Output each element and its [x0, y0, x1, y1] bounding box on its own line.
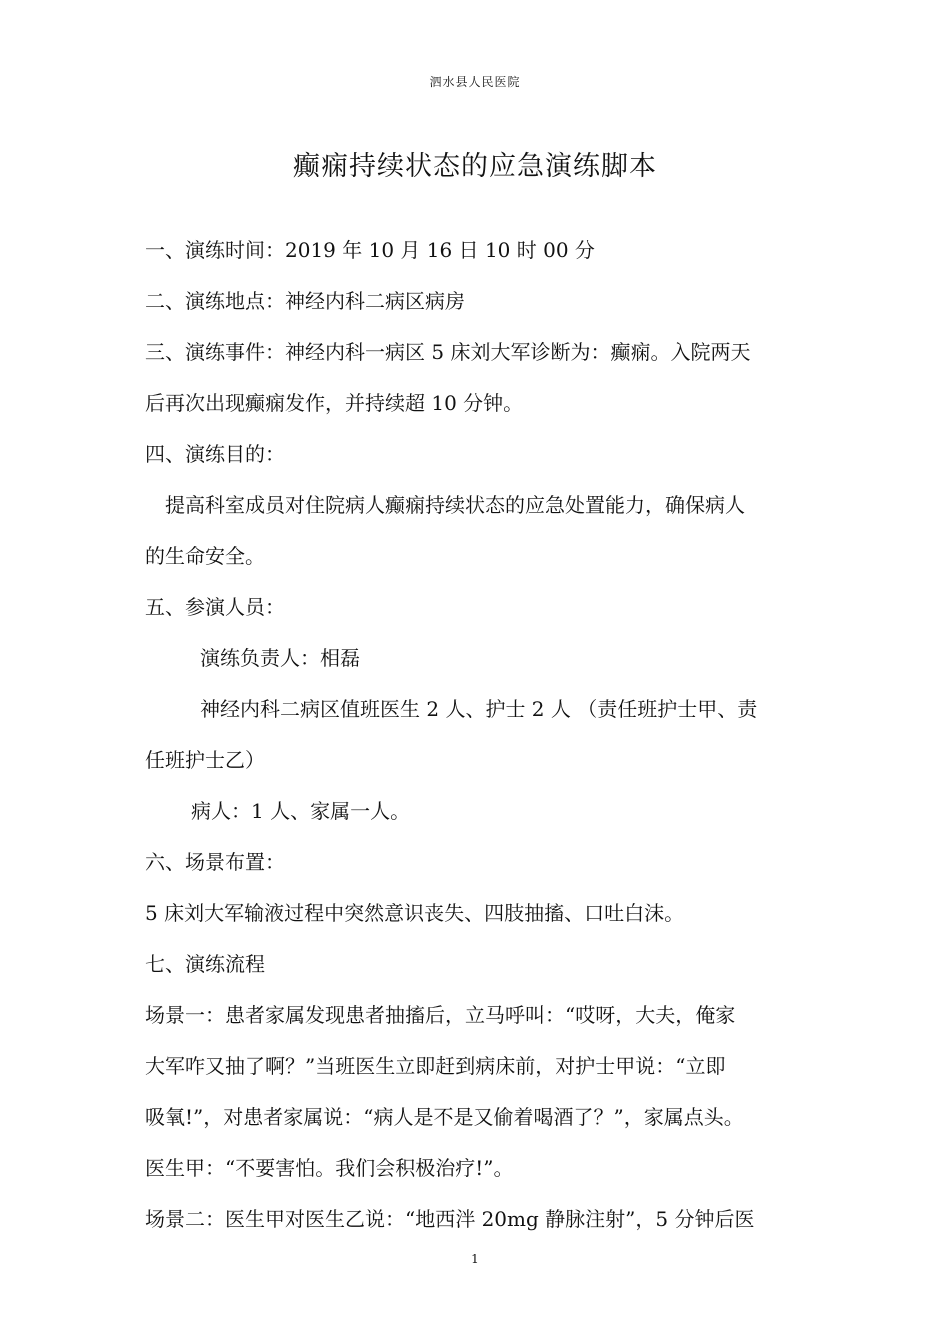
page-header: 泗水县人民医院	[429, 75, 521, 89]
section-event: 三、演练事件：神经内科一病区 5 床刘大军诊断为：癫痫。入院两天	[145, 340, 751, 364]
scene-one-line-1: 场景一：患者家属发现患者抽搐后，立马呼叫：“哎呀，大夫，俺家	[145, 1003, 736, 1027]
purpose-text: 提高科室成员对住院病人癫痫持续状态的应急处置能力，确保病人	[165, 493, 745, 517]
section-location: 二、演练地点：神经内科二病区病房	[145, 289, 465, 313]
document-body	[145, 228, 810, 1248]
section-participants: 五、参演人员：	[145, 595, 285, 619]
section-scene-setup: 六、场景布置：	[145, 850, 285, 874]
scene-one-line-4: 医生甲：“不要害怕。我们会积极治疗!”。	[145, 1156, 514, 1180]
section-time: 一、演练时间：2019 年 10 月 16 日 10 时 00 分	[145, 238, 595, 262]
participant-staff-continued: 任班护士乙）	[145, 748, 265, 772]
scene-one-line-3: 吸氧!”，对患者家属说：“病人是不是又偷着喝酒了？”，家属点头。	[145, 1105, 744, 1129]
scene-setup-text: 5 床刘大军输液过程中突然意识丧失、四肢抽搐、口吐白沫。	[145, 901, 685, 925]
section-purpose: 四、演练目的：	[145, 442, 285, 466]
section-procedure: 七、演练流程	[145, 952, 265, 976]
scene-two-line-1: 场景二：医生甲对医生乙说：“地西泮 20mg 静脉注射”，5 分钟后医	[145, 1207, 755, 1231]
document-title: 癫痫持续状态的应急演练脚本	[293, 151, 657, 182]
page-number: 1	[471, 1252, 479, 1266]
scene-one-line-2: 大军咋又抽了啊？”当班医生立即赶到病床前，对护士甲说：“立即	[145, 1054, 726, 1078]
participant-leader: 演练负责人：相磊	[200, 646, 360, 670]
participant-staff: 神经内科二病区值班医生 2 人、护士 2 人 （责任班护士甲、责	[200, 697, 758, 721]
section-event-continued: 后再次出现癫痫发作，并持续超 10 分钟。	[145, 391, 524, 415]
purpose-text-continued: 的生命安全。	[145, 544, 265, 568]
participant-patient: 病人：1 人、家属一人。	[191, 799, 411, 823]
